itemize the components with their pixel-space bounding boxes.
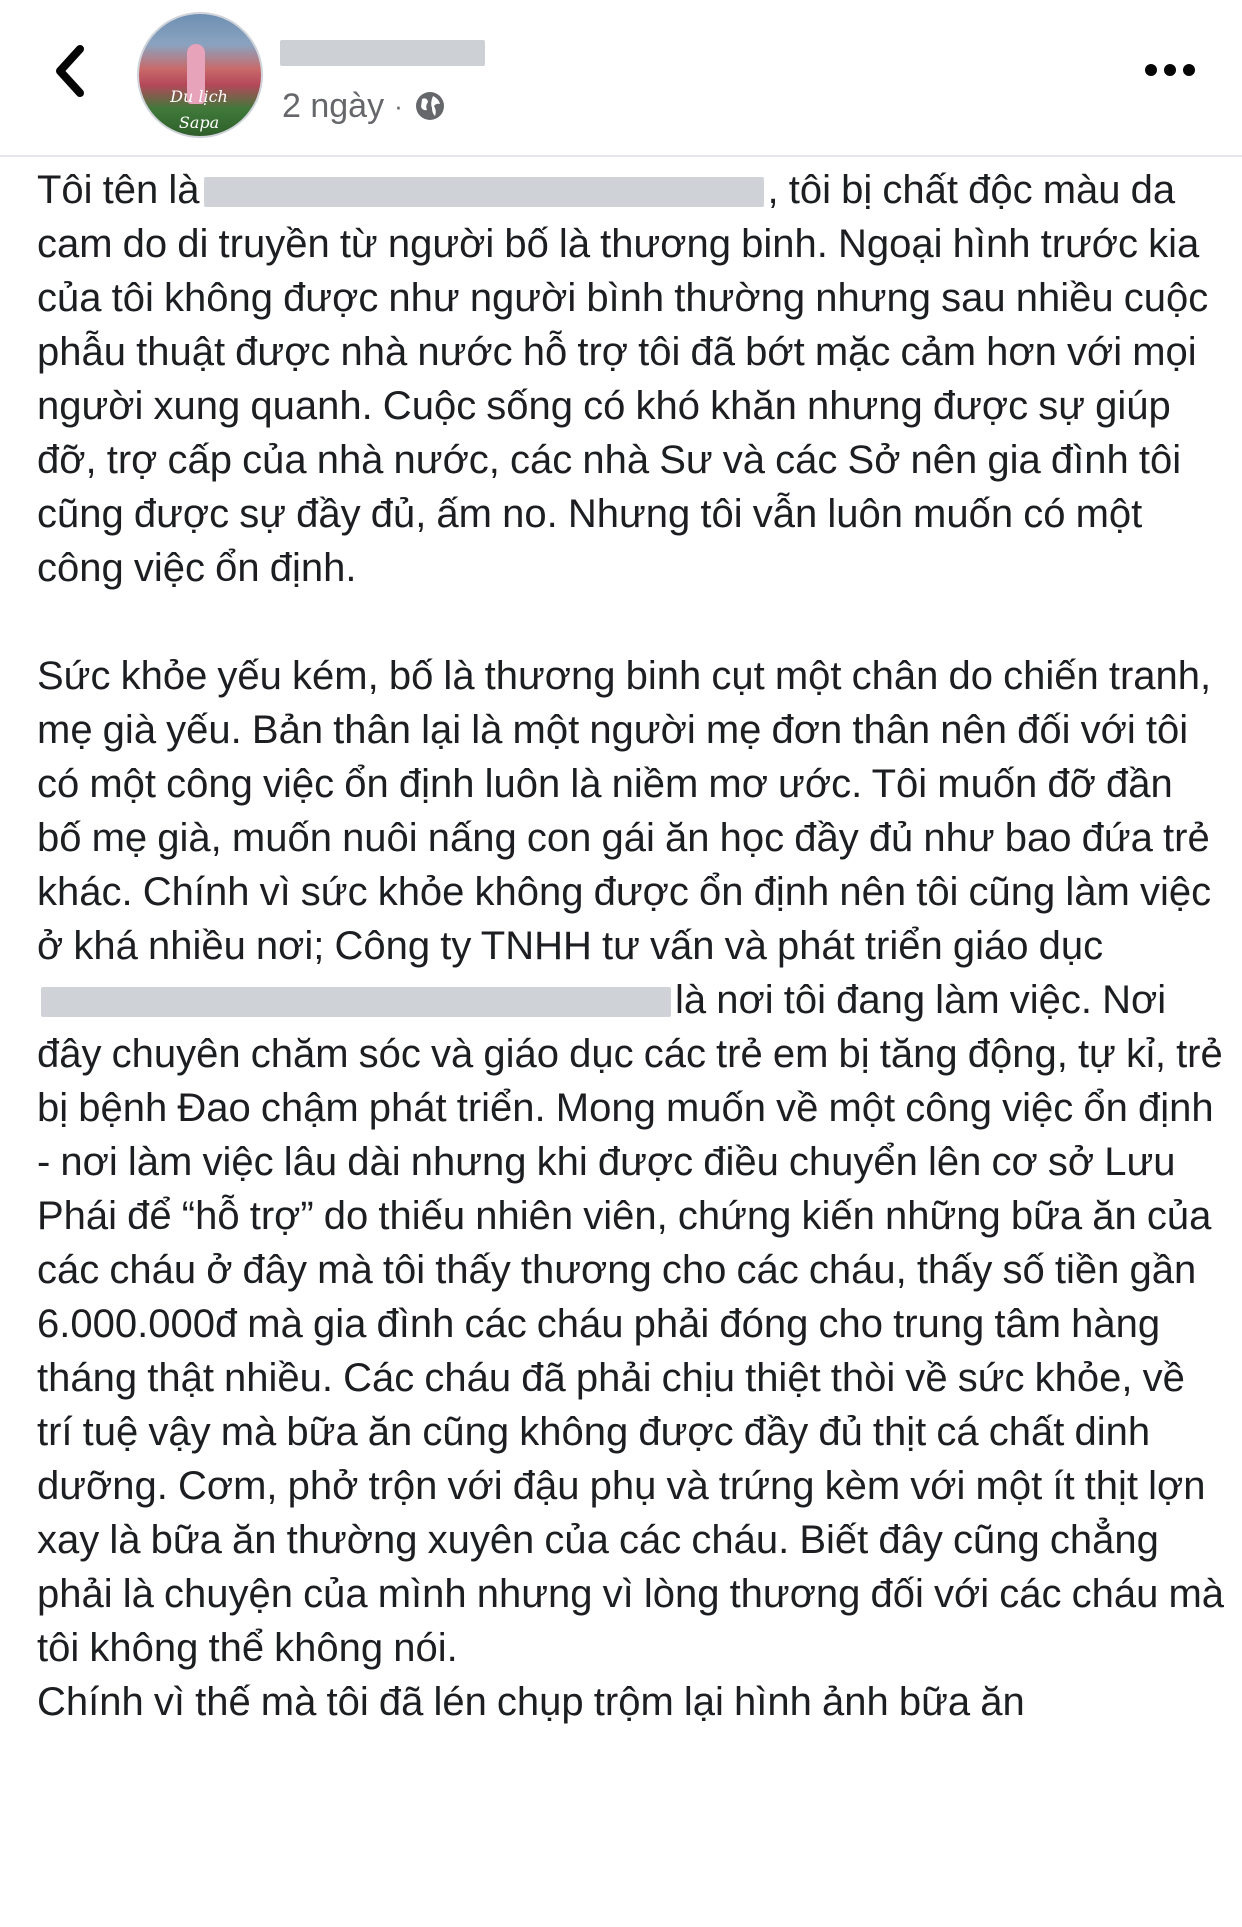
paragraph-gap	[37, 595, 1227, 649]
post-body	[37, 163, 1235, 1729]
post-text: , tôi bị chất độc màu da cam do di truyền từ người bố là thương binh. Ngoại hình trước kia của tôi không được như người bình thường nhưng sau nhiều cuộc phẫu thuật được nhà nước hỗ trợ tôi đã bớt mặc cảm hơn với mọi người xung quanh. Cuộc sống có khó khăn nhưng được sự giúp đỡ, trợ cấp của nhà nước, các nhà Sư và các Sở nên gia đình tôi cũng được sự đầy đủ, ấm no. Nhưng tôi vẫn luôn muốn có một công việc ổn định.	[37, 168, 1219, 590]
post-header	[0, 0, 1242, 157]
post-text: Sức khỏe yếu kém, bố là thương binh cụt một chân do chiến tranh, mẹ già yếu. Bản thân lại là một người mẹ đơn thân nên đối với tôi có một công việc ổn định luôn là niềm mơ ước. Tôi muốn đỡ đần bố mẹ già, muốn nuôi nấng con gái ăn học đầy đủ như bao đứa trẻ khác. Chính vì sức khỏe không được ổn định nên tôi cũng làm việc ở khá nhiều nơi; Công ty TNHH tư vấn và phát triển giáo dục	[37, 654, 1222, 968]
redacted-name-birth	[204, 177, 764, 207]
post-paragraph-2	[37, 649, 1235, 1675]
meta-separator: ·	[394, 90, 403, 121]
post-meta	[282, 86, 447, 126]
author-name-redacted	[280, 40, 485, 66]
post-text: là nơi tôi đang làm việc. Nơi đây chuyên chăm sóc và giáo dục các trẻ em bị tăng động, tự kỉ, trẻ bị bệnh Đao chậm phát triển. Mong muốn về một công việc ổn định - nơi làm việc lâu dài nhưng khi được điều chuyển lên cơ sở Lưu Phái để “hỗ trợ” do thiếu nhiên viên, chứng kiến những bữa ăn của các cháu ở đây mà tôi thấy thương cho các cháu, thấy số tiền gần 6.000.000đ mà gia đình các cháu phải đóng cho trung tâm hàng tháng thật nhiều. Các cháu đã phải chịu thiệt thòi về sức khỏe, về trí tuệ vậy mà bữa ăn cũng không được đầy đủ thịt cá chất dinh dưỡng. Cơm, phở trộn với đậu phụ và trứng kèm với một ít thịt lợn xay là bữa ăn thường xuyên của các cháu. Biết đây cũng chẳng phải là chuyện của mình nhưng vì lòng thương đối với các cháu mà tôi không thể không nói.	[37, 978, 1235, 1670]
more-options-button[interactable]	[1140, 50, 1200, 90]
post-text: Tôi tên là	[37, 168, 200, 212]
timestamp[interactable]: 2 ngày	[282, 86, 385, 125]
redacted-company-name	[41, 987, 671, 1017]
ellipsis-icon	[1144, 63, 1196, 77]
chevron-left-icon	[50, 43, 90, 99]
avatar[interactable]	[137, 12, 263, 138]
back-button[interactable]	[40, 36, 100, 106]
post-paragraph-3: Chính vì thế mà tôi đã lén chụp trộm lại hình ảnh bữa ăn	[37, 1680, 1025, 1724]
avatar-photo-sign: Du lịch Sapa	[170, 87, 228, 132]
post-paragraph-1	[37, 163, 1227, 595]
globe-icon	[413, 89, 447, 123]
